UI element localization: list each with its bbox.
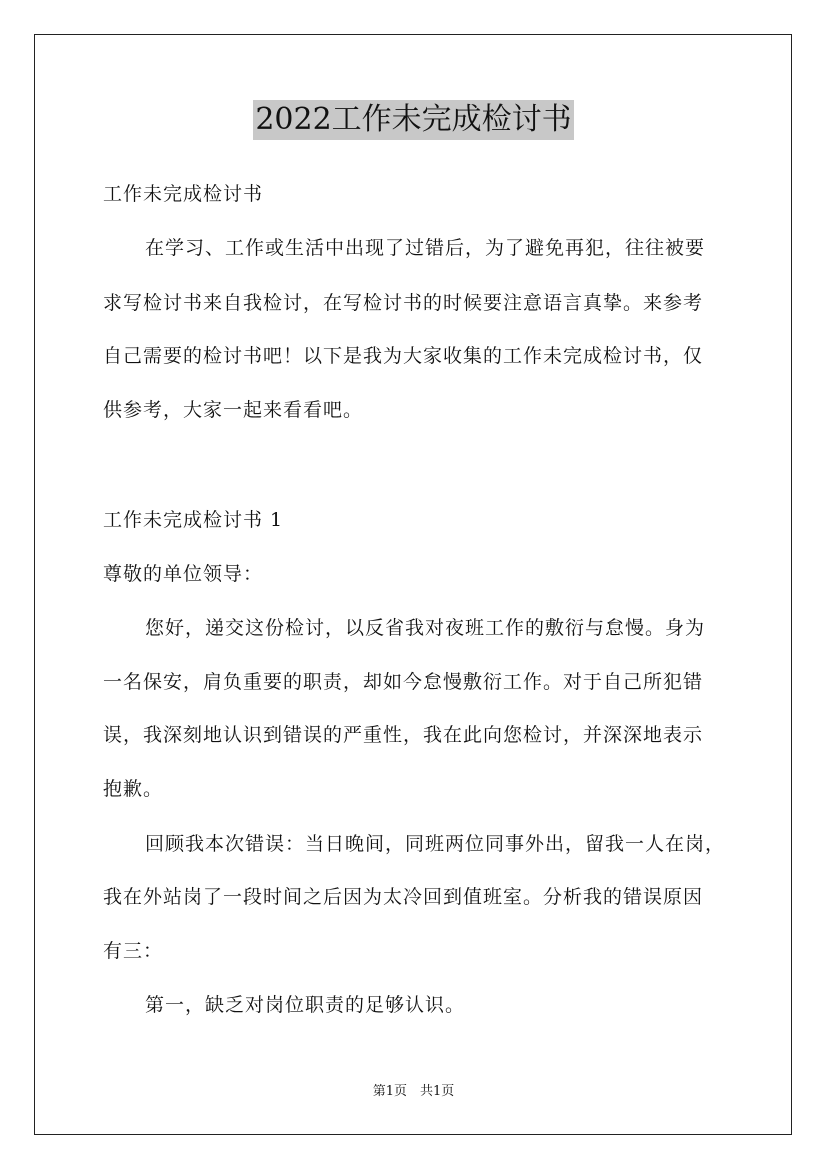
body-line: 抱歉。 <box>103 778 164 800</box>
intro-line: 求写检讨书来自我检讨，在写检讨书的时候要注意语言真挚。来参考 <box>103 292 704 314</box>
intro-line: 自己需要的检讨书吧！以下是我为大家收集的工作未完成检讨书，仅 <box>103 345 704 367</box>
body-line: 您好，递交这份检讨，以反省我对夜班工作的敷衍与怠慢。身为 <box>145 617 706 639</box>
section-heading: 工作未完成检讨书 1 <box>103 509 284 531</box>
body-line: 我在外站岗了一段时间之后因为太冷回到值班室。分析我的错误原因 <box>103 886 704 908</box>
document-title: 2022工作未完成检讨书 <box>253 100 573 140</box>
body-line: 回顾我本次错误：当日晚间，同班两位同事外出，留我一人在岗， <box>145 833 726 855</box>
page-footer: 第1页 共1页 <box>372 1084 455 1099</box>
body-line: 有三： <box>103 940 164 962</box>
body-line: 第一，缺乏对岗位职责的足够认识。 <box>145 994 466 1016</box>
document-subtitle: 工作未完成检讨书 <box>103 183 264 205</box>
salutation: 尊敬的单位领导： <box>103 563 264 585</box>
intro-line: 供参考，大家一起来看看吧。 <box>103 399 364 421</box>
body-line: 误，我深刻地认识到错误的严重性，我在此向您检讨，并深深地表示 <box>103 724 704 746</box>
body-line: 一名保安，肩负重要的职责，却如今怠慢敷衍工作。对于自己所犯错 <box>103 671 704 693</box>
intro-line: 在学习、工作或生活中出现了过错后，为了避免再犯，往往被要 <box>145 237 706 259</box>
title-container <box>0 100 827 140</box>
